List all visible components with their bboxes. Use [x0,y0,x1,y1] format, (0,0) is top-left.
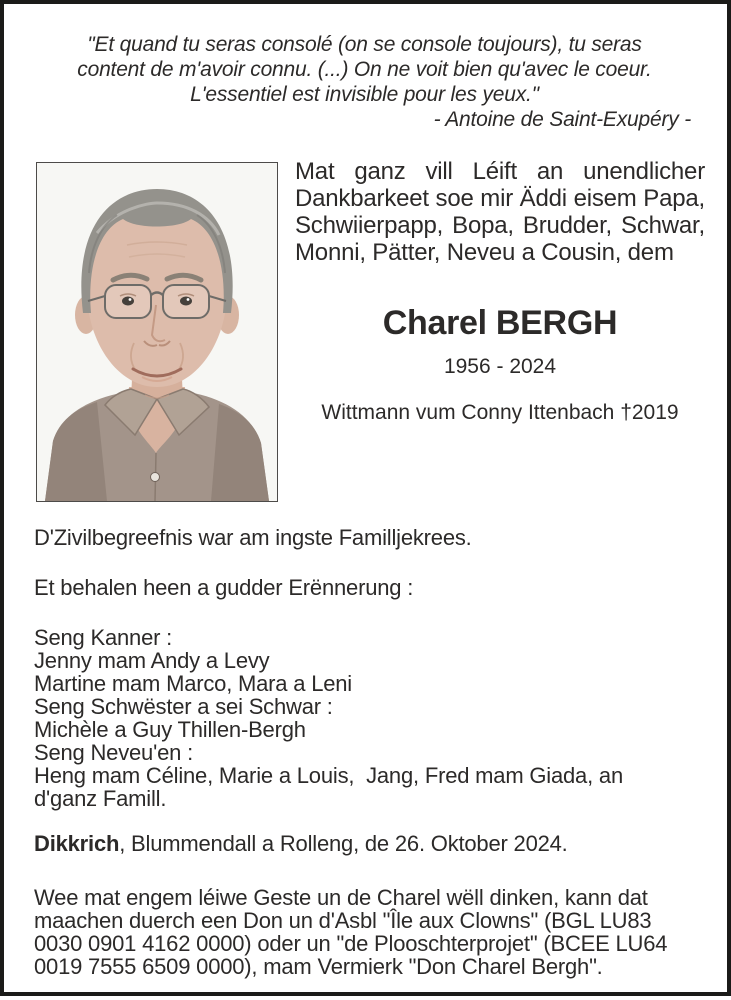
right-column [295,158,705,425]
family-line-martine: Martine mam Marco, Mara a Leni [34,671,352,696]
family-line-siblings-header: Seng Schwëster a sei Schwar : [34,694,333,719]
portrait-photo [36,162,278,502]
dateline-rest: , Blummendall a Rolleng, de 26. Oktober 2024. [119,831,568,856]
family-list [34,626,676,810]
donation-paragraph: Wee mat engem léiwe Geste un de Charel wëll dinken, kann dat maachen duerch een Don un d'Asbl "Île aux Clowns" (BGL LU83 0030 0901 4162 0000) oder un "de Plooschterprojet" (BCEE LU64 0019 7555 6509 0000), mam Vermierk "Don Charel Bergh". [34,885,668,979]
family-line-jenny: Jenny mam Andy a Levy [34,648,270,673]
family-line-children-header: Seng Kanner : [34,625,173,650]
intro-paragraph: Mat ganz vill Léift an unendlicher Dankbarkeet soe mir Äddi eisem Papa, Schwiierpapp, Bopa, Brudder, Schwar, Monni, Pätter, Neveu a Cousin, dem [295,158,705,266]
portrait-illustration [37,163,277,501]
deceased-name: Charel BERGH [382,304,618,342]
quote-line-2: content de m'avoir connu. (...) On ne voit bien qu'avec le coeur. [77,58,652,81]
remembrance-intro: Et behalen heen a gudder Erënnerung : [34,575,414,600]
dateline [34,832,676,855]
life-years: 1956 - 2024 [443,355,557,378]
dateline-place: Dikkrich [34,831,120,856]
widower-line: Wittmann vum Conny Ittenbach †2019 [321,401,679,424]
funeral-note: D'Zivilbegreefnis war am ingste Familljekrees. [34,525,472,550]
lower-section [34,526,676,978]
quote-line-3: L'essentiel est invisible pour les yeux." [190,83,539,106]
family-line-nephews-header: Seng Neveu'en : [34,740,193,765]
quote-attribution: - Antoine de Saint-Exupéry - [433,108,691,131]
family-line-michele: Michèle a Guy Thillen-Bergh [34,717,306,742]
main-row [36,158,705,502]
quote-line-1: "Et quand tu seras consolé (on se console toujours), tu seras [87,33,642,56]
family-line-nephews: Heng mam Céline, Marie a Louis, Jang, Fred mam Giada, an d'ganz Famill. [34,763,629,811]
quote-block [34,32,695,132]
